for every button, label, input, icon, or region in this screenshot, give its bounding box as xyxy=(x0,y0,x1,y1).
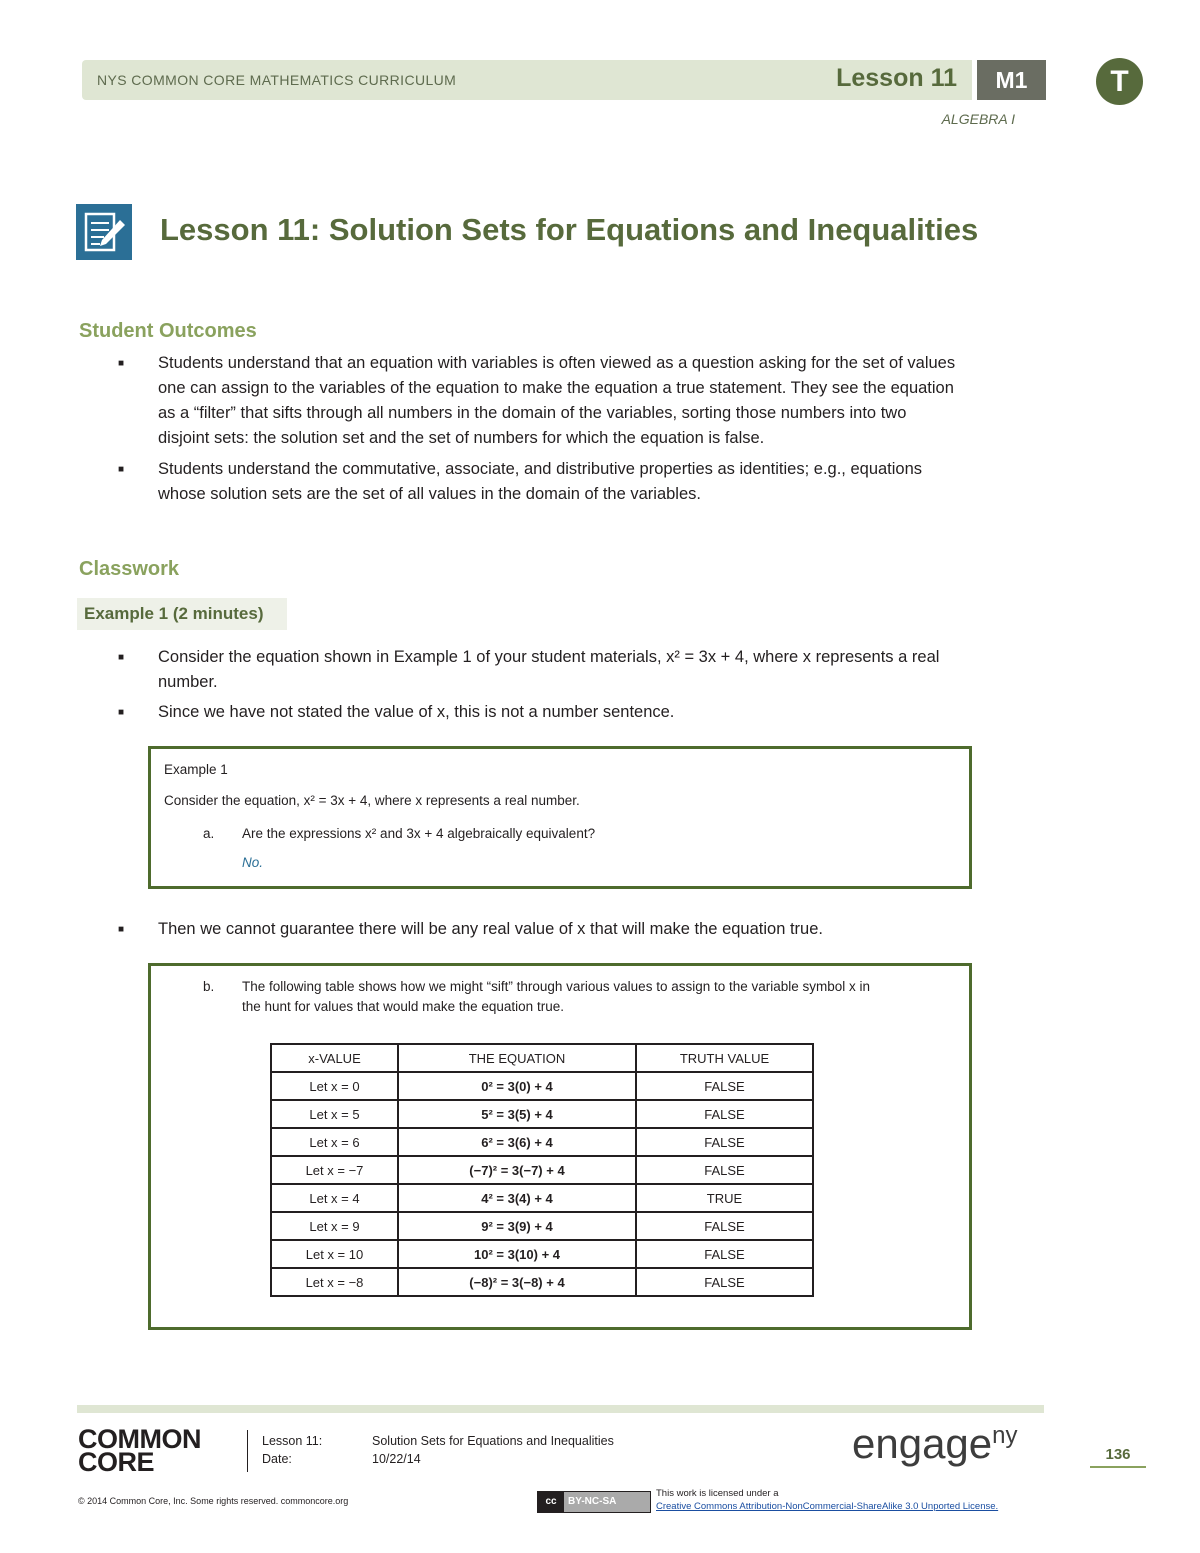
outcomes-heading: Student Outcomes xyxy=(79,320,257,342)
equation-cell: 5² = 3(5) + 4 xyxy=(398,1100,636,1128)
truth-cell: FALSE xyxy=(636,1240,813,1268)
column-header: TRUTH VALUE xyxy=(636,1044,813,1072)
truth-cell: FALSE xyxy=(636,1128,813,1156)
copyright-notice: © 2014 Common Core, Inc. Some rights reserved. commoncore.org xyxy=(78,1496,349,1506)
part-b-line1: The following table shows how we might “sift” through various values to assign to the variable symbol x in xyxy=(242,979,871,994)
table-row xyxy=(271,1184,813,1212)
table-row xyxy=(271,1240,813,1268)
truth-cell: FALSE xyxy=(636,1268,813,1296)
table-row xyxy=(271,1268,813,1296)
x-value-cell: Let x = 6 xyxy=(271,1128,398,1156)
truth-cell: TRUE xyxy=(636,1184,813,1212)
classwork-line: Since we have not stated the value of x, this is not a number sentence. xyxy=(158,703,675,721)
truth-cell: FALSE xyxy=(636,1212,813,1240)
truth-cell: FALSE xyxy=(636,1072,813,1100)
footer-lesson-value: Solution Sets for Equations and Inequalities xyxy=(372,1434,614,1448)
common-core-logo xyxy=(78,1424,201,1477)
footer-date-label: Date: xyxy=(262,1452,292,1466)
classwork-line: Then we cannot guarantee there will be any real value of x that will make the equation true. xyxy=(158,920,823,938)
truth-cell: FALSE xyxy=(636,1100,813,1128)
page-number: 136 xyxy=(1090,1446,1146,1468)
outcome-line: Students understand the commutative, associate, and distributive properties as identities; e.g., equations xyxy=(158,460,923,478)
list-item xyxy=(158,700,674,725)
part-a-answer: No. xyxy=(242,855,264,870)
footer-lesson-label: Lesson 11: xyxy=(262,1434,323,1448)
equation-cell: 10² = 3(10) + 4 xyxy=(398,1240,636,1268)
equation-cell: 9² = 3(9) + 4 xyxy=(398,1212,636,1240)
curriculum-name: NYS COMMON CORE MATHEMATICS CURRICULUM xyxy=(97,72,457,88)
table-row xyxy=(271,1156,813,1184)
example-title: Example 1 xyxy=(164,762,228,777)
x-value-cell: Let x = 10 xyxy=(271,1240,398,1268)
outcome-line: one can assign to the variables of the equation to make the equation a true statement. They see the equation xyxy=(158,379,954,397)
table-row xyxy=(271,1072,813,1100)
column-header: x-VALUE xyxy=(271,1044,398,1072)
license-link[interactable]: Creative Commons Attribution-NonCommercial-ShareAlike 3.0 Unported License. xyxy=(656,1501,999,1512)
outcome-line: as a “filter” that sifts through all numbers in the domain of the variables, sorting those numbers into two xyxy=(158,404,907,422)
truth-value-table xyxy=(270,1043,814,1297)
module-badge: M1 xyxy=(977,60,1046,100)
outcome-line: whose solution sets are the set of all values in the domain of the variables. xyxy=(158,485,701,503)
footer-divider xyxy=(247,1430,248,1472)
teacher-badge: T xyxy=(1096,58,1143,105)
x-value-cell: Let x = −7 xyxy=(271,1156,398,1184)
equation-cell: 6² = 3(6) + 4 xyxy=(398,1128,636,1156)
bullet-marker: ■ xyxy=(118,924,125,935)
equation-cell: (−7)² = 3(−7) + 4 xyxy=(398,1156,636,1184)
cc-icon: cc xyxy=(538,1492,564,1512)
logo-line: CORE xyxy=(78,1447,155,1477)
logo-line: COMMON xyxy=(78,1424,201,1454)
part-a-label: a. xyxy=(203,826,215,841)
license-text: This work is licensed under a xyxy=(656,1488,779,1499)
cc-license-badge[interactable] xyxy=(537,1491,651,1513)
list-item xyxy=(158,917,823,942)
outcome-line: disjoint sets: the solution set and the set of numbers for which the equation is false. xyxy=(158,429,765,447)
example-tag-label: Example 1 (2 minutes) xyxy=(84,604,264,623)
table-row xyxy=(271,1100,813,1128)
table-header-row xyxy=(271,1044,813,1072)
example-box xyxy=(148,746,972,889)
footer-rule xyxy=(77,1405,1044,1413)
classwork-heading: Classwork xyxy=(79,558,180,580)
cc-badge-label: BY-NC-SA xyxy=(568,1496,617,1507)
list-item xyxy=(158,457,922,507)
list-item xyxy=(158,351,955,451)
bullet-marker: ■ xyxy=(118,464,125,475)
course-name: ALGEBRA I xyxy=(941,111,1015,127)
x-value-cell: Let x = 5 xyxy=(271,1100,398,1128)
example-intro: Consider the equation, x² = 3x + 4, where x represents a real number. xyxy=(164,793,580,808)
example-tag xyxy=(77,598,287,630)
x-value-cell: Let x = 0 xyxy=(271,1072,398,1100)
ny-text: ny xyxy=(992,1422,1018,1449)
equation-cell: (−8)² = 3(−8) + 4 xyxy=(398,1268,636,1296)
equation-cell: 0² = 3(0) + 4 xyxy=(398,1072,636,1100)
x-value-cell: Let x = −8 xyxy=(271,1268,398,1296)
classwork-line: Consider the equation shown in Example 1 of your student materials, x² = 3x + 4, where x represents a real xyxy=(158,648,940,666)
table-row xyxy=(271,1212,813,1240)
engageny-logo xyxy=(852,1420,1018,1468)
list-item xyxy=(158,645,939,695)
part-b-label: b. xyxy=(203,979,215,994)
part-a-question: Are the expressions x² and 3x + 4 algebraically equivalent? xyxy=(242,826,596,841)
x-value-cell: Let x = 4 xyxy=(271,1184,398,1212)
truth-cell: FALSE xyxy=(636,1156,813,1184)
part-b-line2: the hunt for values that would make the equation true. xyxy=(242,999,564,1014)
table-row xyxy=(271,1128,813,1156)
bullet-marker: ■ xyxy=(118,707,125,718)
equation-cell: 4² = 3(4) + 4 xyxy=(398,1184,636,1212)
classwork-line: number. xyxy=(158,673,218,691)
notepad-pencil-icon xyxy=(76,204,132,260)
footer-date-value: 10/22/14 xyxy=(372,1452,421,1466)
bullet-marker: ■ xyxy=(118,358,125,369)
bullet-marker: ■ xyxy=(118,652,125,663)
x-value-cell: Let x = 9 xyxy=(271,1212,398,1240)
page-title: Lesson 11: Solution Sets for Equations and Inequalities xyxy=(160,212,979,247)
lesson-number: Lesson 11 xyxy=(836,64,957,92)
outcome-line: Students understand that an equation with variables is often viewed as a question asking for the set of values xyxy=(158,354,956,372)
engage-text: engage xyxy=(852,1420,993,1467)
column-header: THE EQUATION xyxy=(398,1044,636,1072)
